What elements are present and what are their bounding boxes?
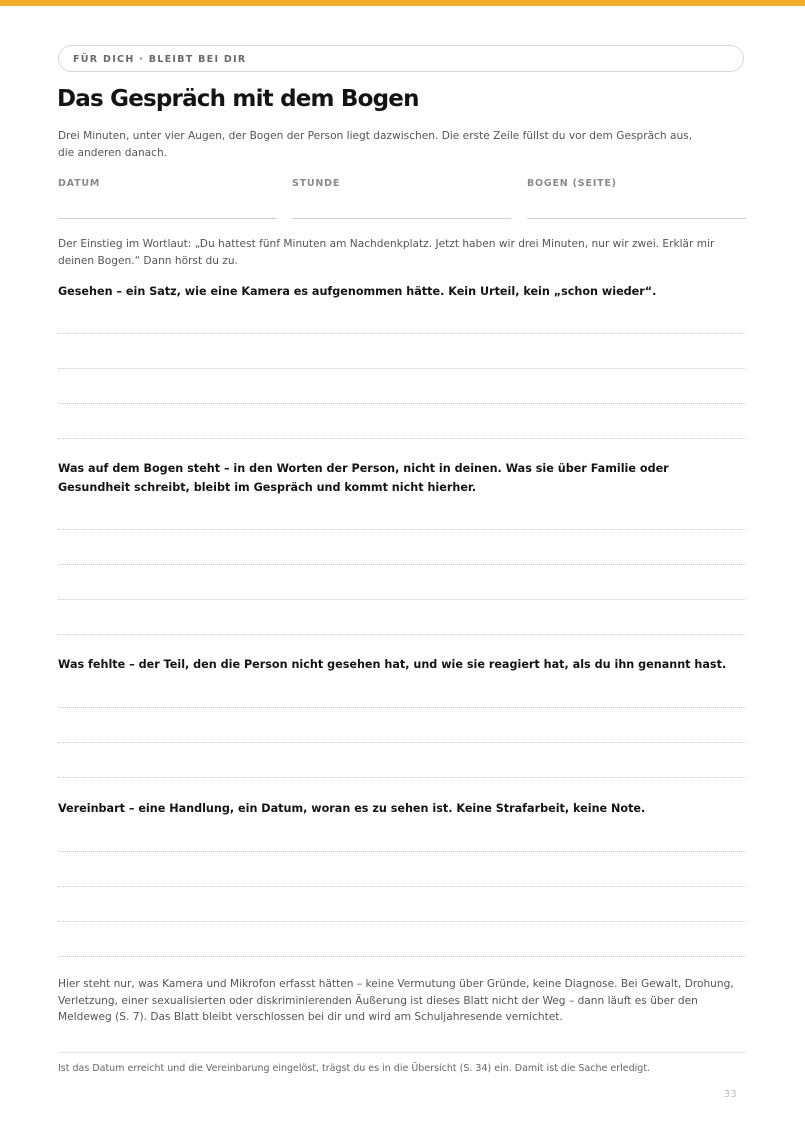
page-number: 33 <box>723 1089 737 1100</box>
write-line[interactable] <box>58 403 746 404</box>
write-line[interactable] <box>58 368 746 369</box>
intro-text: Drei Minuten, unter vier Augen, der Bogen der Person liegt dazwischen. Die erste Zeile füllst du vor dem Gespräch aus, die anderen danach. <box>58 130 693 159</box>
prompt-missing: Was fehlte – der Teil, den die Person nicht gesehen hat, und wie sie reagiert hat, als du ihn genannt hast. <box>58 658 727 671</box>
hour-field[interactable] <box>292 218 511 219</box>
hour-label: STUNDE <box>292 178 341 189</box>
write-line[interactable] <box>58 333 746 334</box>
write-line[interactable] <box>58 886 746 887</box>
write-line[interactable] <box>58 742 746 743</box>
write-line[interactable] <box>58 707 746 708</box>
write-line[interactable] <box>58 851 746 852</box>
prompt-agreed: Vereinbart – eine Handlung, ein Datum, woran es zu sehen ist. Keine Strafarbeit, keine Note. <box>58 802 646 815</box>
privacy-pill: FÜR DICH · BLEIBT BEI DIR <box>58 45 744 72</box>
write-line[interactable] <box>58 529 746 530</box>
accent-bar <box>0 0 805 6</box>
write-line[interactable] <box>58 599 746 600</box>
sheet-page-field[interactable] <box>527 218 746 219</box>
prompt-sheet-content: Was auf dem Bogen steht – in den Worten der Person, nicht in deinen. Was sie über Familie oder Gesundheit schreibt, bleibt im Gespräch und kommt nicht hierher. <box>58 462 669 494</box>
privacy-footnote: Hier steht nur, was Kamera und Mikrofon erfasst hätten – keine Vermutung über Gründe, keine Diagnose. Bei Gewalt, Drohung, Verletzung, einer sexualisierten oder diskriminierenden Äußerung ist dieses Blatt nicht der Weg – dann läuft es über den Meldeweg (S. 7). Das Blatt bleibt verschlossen bei dir und wird am Schuljahresende vernichtet. <box>58 978 734 1023</box>
opening-quote: Der Einstieg im Wortlaut: „Du hattest fünf Minuten am Nachdenkplatz. Jetzt haben wir drei Minuten, nur wir zwei. Erklär mir deinen Bogen.“ Dann hörst du zu. <box>58 238 715 267</box>
date-label: DATUM <box>58 178 101 189</box>
date-field[interactable] <box>58 218 277 219</box>
write-line[interactable] <box>58 921 746 922</box>
closing-note: Ist das Datum erreicht und die Vereinbarung eingelöst, trägst du es in die Übersicht (S. 34) ein. Damit ist die Sache erledigt. <box>58 1063 651 1074</box>
divider <box>58 1052 746 1053</box>
write-line[interactable] <box>58 564 746 565</box>
write-line[interactable] <box>58 777 746 778</box>
sheet-page-label: BOGEN (SEITE) <box>527 178 617 189</box>
write-line[interactable] <box>58 438 746 439</box>
prompt-seen: Gesehen – ein Satz, wie eine Kamera es aufgenommen hätte. Kein Urteil, kein „schon wieder“. <box>58 285 657 298</box>
write-line[interactable] <box>58 634 746 635</box>
write-line[interactable] <box>58 956 746 957</box>
page-title: Das Gespräch mit dem Bogen <box>57 86 419 112</box>
